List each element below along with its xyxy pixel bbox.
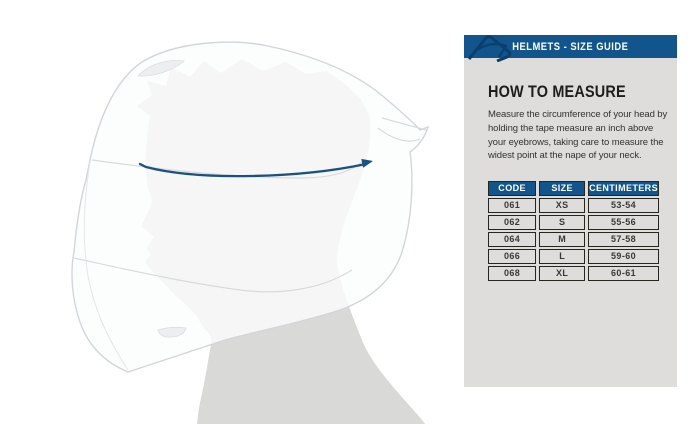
section-title: HOW TO MEASURE [488, 82, 626, 101]
size-cell: 59-60 [588, 249, 659, 264]
size-row [488, 232, 659, 247]
size-cell: 061 [488, 198, 536, 213]
panel-header [464, 35, 677, 58]
size-cell: 062 [488, 215, 536, 230]
col-header-size: SIZE [539, 181, 585, 196]
brand-logo-icon [466, 32, 512, 62]
size-cell: L [539, 249, 585, 264]
measure-instructions: Measure the circumference of your head by holding the tape measure an inch above your eyebrows, taking care to measure the widest point at the nape of your neck. [488, 109, 668, 162]
size-table-header-row [488, 181, 659, 196]
size-cell: XL [539, 266, 585, 281]
size-cell: 064 [488, 232, 536, 247]
size-cell: 60-61 [588, 266, 659, 281]
size-row [488, 215, 659, 230]
size-cell: 068 [488, 266, 536, 281]
size-cell: 55-56 [588, 215, 659, 230]
col-header-centimeters: CENTIMETERS [588, 181, 659, 196]
size-cell: 066 [488, 249, 536, 264]
size-row [488, 249, 659, 264]
size-cell: XS [539, 198, 585, 213]
size-cell: 53-54 [588, 198, 659, 213]
size-cell: 57-58 [588, 232, 659, 247]
size-row [488, 266, 659, 281]
size-table-body [488, 198, 659, 281]
panel-title: HELMETS - SIZE GUIDE [512, 40, 629, 53]
size-row [488, 198, 659, 213]
size-cell: M [539, 232, 585, 247]
panel-body [464, 58, 677, 387]
size-cell: S [539, 215, 585, 230]
size-table [485, 179, 662, 283]
col-header-code: CODE [488, 181, 536, 196]
size-guide-panel [464, 35, 677, 387]
helmet-outline [72, 42, 428, 372]
